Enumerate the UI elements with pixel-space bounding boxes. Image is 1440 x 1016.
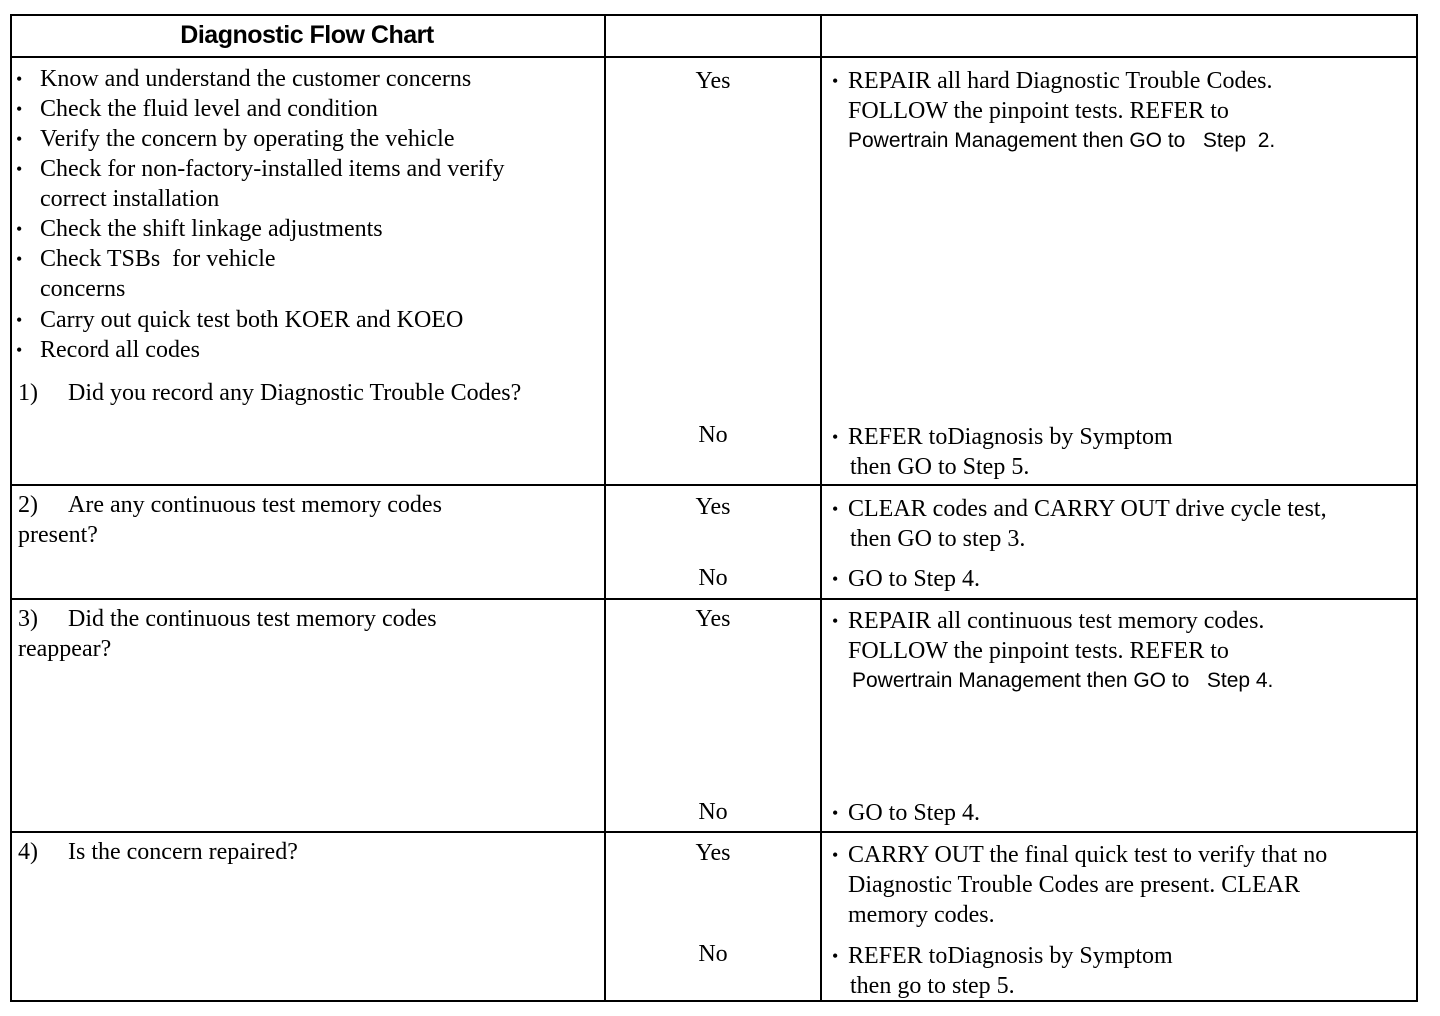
checklist-item: Check for non-factory-installed items and verify <box>40 156 505 182</box>
action-line: REPAIR all hard Diagnostic Trouble Codes. <box>848 68 1273 94</box>
action-line: Diagnostic Trouble Codes are present. CLEAR <box>848 872 1300 898</box>
bullet-icon: • <box>16 219 23 239</box>
step-number: 4) <box>18 839 38 865</box>
action-line: memory codes. <box>848 902 995 928</box>
action-line: GO to Step 4. <box>848 566 980 592</box>
no-label: No <box>698 941 728 967</box>
step3-yes-action <box>822 606 1416 702</box>
step4-yes-action <box>822 840 1416 936</box>
action-line: CARRY OUT the final quick test to verify that no <box>848 842 1328 868</box>
yes-label: Yes <box>695 68 731 94</box>
step4-no-action <box>822 941 1416 1001</box>
bullet-icon: • <box>832 946 839 966</box>
action-line: REPAIR all continuous test memory codes. <box>848 608 1265 634</box>
bullet-icon: • <box>16 99 23 119</box>
step-question: Are any continuous test memory codes <box>68 492 442 518</box>
no-label: No <box>698 799 728 825</box>
checklist-item-continued: concerns <box>40 276 126 302</box>
action-line: Powertrain Management then GO to Step 2. <box>848 129 1276 152</box>
checklist-item: Carry out quick test both KOER and KOEO <box>40 307 464 333</box>
no-label: No <box>698 565 728 591</box>
checklist-item-continued: correct installation <box>40 186 220 212</box>
bullet-icon: • <box>16 249 23 269</box>
bullet-icon: • <box>16 159 23 179</box>
step1-yes-action <box>822 66 1416 162</box>
bullet-icon: • <box>832 845 839 865</box>
checklist-item: Verify the concern by operating the vehicle <box>40 126 455 152</box>
step3-question-cell <box>10 600 604 831</box>
checklist-item: Record all codes <box>40 337 200 363</box>
yes-label: Yes <box>695 494 731 520</box>
bullet-icon: • <box>16 340 23 360</box>
bullet-icon: • <box>16 310 23 330</box>
step-question: Did the continuous test memory codes <box>68 606 437 632</box>
action-line: GO to Step 4. <box>848 800 980 826</box>
step-number: 2) <box>18 492 38 518</box>
bullet-icon: • <box>832 569 839 589</box>
checklist-item: Check the shift linkage adjustments <box>40 216 383 242</box>
action-line: Powertrain Management then GO to Step 4. <box>852 669 1274 692</box>
step-number: 1) <box>18 380 38 406</box>
header-answer-cell <box>606 16 820 56</box>
step3-no-action <box>822 798 1416 828</box>
table-title: Diagnostic Flow Chart <box>180 20 434 49</box>
step-question-continued: reappear? <box>18 636 112 662</box>
yes-label: Yes <box>695 606 731 632</box>
yes-label: Yes <box>695 840 731 866</box>
step4-question-cell <box>10 833 604 1000</box>
bullet-icon: • <box>832 611 839 631</box>
checklist-item: Know and understand the customer concerns <box>40 66 472 92</box>
step2-no-action <box>822 564 1416 594</box>
action-line: FOLLOW the pinpoint tests. REFER to <box>848 98 1229 124</box>
bullet-icon: • <box>832 499 839 519</box>
header-action-cell <box>822 16 1416 56</box>
action-line: then GO to step 3. <box>850 526 1026 552</box>
step1-no-action <box>822 422 1416 482</box>
action-line: then go to step 5. <box>850 973 1015 999</box>
bullet-icon: • <box>16 129 23 149</box>
bullet-icon: • <box>16 69 23 89</box>
step-question-continued: present? <box>18 522 98 548</box>
step1-question-cell <box>10 58 604 484</box>
no-label: No <box>698 422 728 448</box>
step-question: Is the concern repaired? <box>68 839 298 865</box>
action-line: then GO to Step 5. <box>850 454 1030 480</box>
bullet-icon: • <box>832 427 839 447</box>
table-border-right <box>1416 14 1418 1002</box>
action-line: FOLLOW the pinpoint tests. REFER to <box>848 638 1229 664</box>
action-line: REFER toDiagnosis by Symptom <box>848 943 1173 969</box>
step-question: Did you record any Diagnostic Trouble Codes? <box>68 380 522 406</box>
step-number: 3) <box>18 606 38 632</box>
diagnostic-flow-table <box>10 14 1418 1002</box>
checklist-item: Check TSBs for vehicle <box>40 246 276 272</box>
action-line: CLEAR codes and CARRY OUT drive cycle test, <box>848 496 1327 522</box>
bullet-icon: • <box>832 71 839 91</box>
step2-question-cell <box>10 486 604 598</box>
checklist-item: Check the fluid level and condition <box>40 96 378 122</box>
action-line: REFER toDiagnosis by Symptom <box>848 424 1173 450</box>
step2-yes-action <box>822 494 1416 554</box>
bullet-icon: • <box>832 803 839 823</box>
